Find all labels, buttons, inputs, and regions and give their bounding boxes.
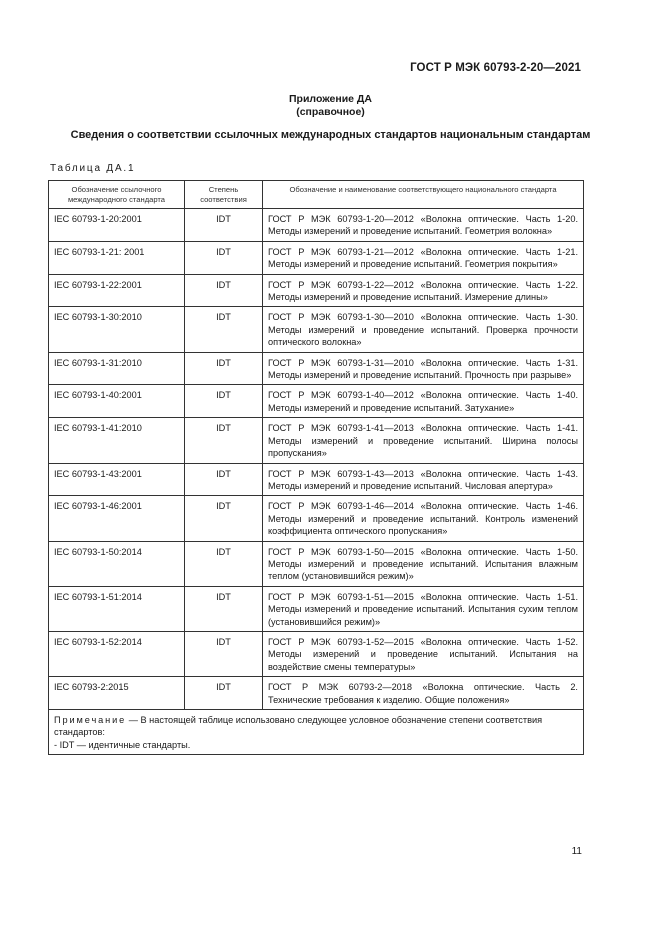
cell-international-standard: IEC 60793-1-41:2010	[49, 418, 185, 463]
cell-international-standard: IEC 60793-1-40:2001	[49, 385, 185, 418]
table-row	[49, 496, 584, 541]
cell-national-standard: ГОСТ Р МЭК 60793-1-31—2010 «Волокна оптические. Часть 1-31. Методы измерений и проведение испытаний. Прочность при разрыве»	[263, 352, 584, 385]
cell-national-standard: ГОСТ Р МЭК 60793-1-52—2015 «Волокна оптические. Часть 1-52. Методы измерений и проведение испытаний. Испытания на воздействие смены температуры»	[263, 631, 584, 676]
cell-degree: IDT	[185, 541, 263, 586]
note-item: - IDT — идентичные стандарты.	[54, 739, 191, 750]
cell-degree: IDT	[185, 307, 263, 352]
cell-international-standard: IEC 60793-1-21: 2001	[49, 241, 185, 274]
cell-international-standard: IEC 60793-1-51:2014	[49, 586, 185, 631]
cell-degree: IDT	[185, 496, 263, 541]
cell-degree: IDT	[185, 418, 263, 463]
table-row	[49, 677, 584, 710]
cell-international-standard: IEC 60793-1-52:2014	[49, 631, 185, 676]
header-national-standard: Обозначение и наименование соответствующего национального стандарта	[263, 181, 584, 209]
table-note-row	[49, 710, 584, 755]
cell-international-standard: IEC 60793-2:2015	[49, 677, 185, 710]
annex-subtitle: (справочное)	[296, 105, 365, 118]
cell-degree: IDT	[185, 586, 263, 631]
cell-national-standard: ГОСТ Р МЭК 60793-1-51—2015 «Волокна оптические. Часть 1-51. Методы измерений и проведение испытаний. Испытания сухим теплом (установившийся режим)»	[263, 586, 584, 631]
page-number: 11	[571, 846, 582, 857]
cell-international-standard: IEC 60793-1-22:2001	[49, 274, 185, 307]
header-international-standard: Обозначение ссылочного международного стандарта	[49, 181, 185, 209]
cell-international-standard: IEC 60793-1-31:2010	[49, 352, 185, 385]
table-row	[49, 586, 584, 631]
cell-national-standard: ГОСТ Р МЭК 60793-1-40—2012 «Волокна оптические. Часть 1-40. Методы измерений и проведение испытаний. Затухание»	[263, 385, 584, 418]
cell-national-standard: ГОСТ Р МЭК 60793-1-46—2014 «Волокна оптические. Часть 1-46. Методы измерений и проведение испытаний. Контроль изменений коэффициента оптического пропускания»	[263, 496, 584, 541]
table-row	[49, 631, 584, 676]
cell-national-standard: ГОСТ Р МЭК 60793-1-20—2012 «Волокна оптические. Часть 1-20. Методы измерений и проведение испытаний. Геометрия волокна»	[263, 209, 584, 242]
cell-degree: IDT	[185, 209, 263, 242]
cell-degree: IDT	[185, 463, 263, 496]
table-row	[49, 541, 584, 586]
standards-table	[48, 180, 584, 755]
table-caption: Таблица ДА.1	[50, 163, 136, 174]
cell-international-standard: IEC 60793-1-43:2001	[49, 463, 185, 496]
cell-degree: IDT	[185, 352, 263, 385]
note-text: — В настоящей таблице использовано следующее условное обозначение степени соответствия стандартов:	[54, 715, 543, 738]
header-degree: Степень соответствия	[185, 181, 263, 209]
document-id: ГОСТ Р МЭК 60793-2-20—2021	[410, 62, 581, 74]
table-row	[49, 274, 584, 307]
table-row	[49, 385, 584, 418]
cell-national-standard: ГОСТ Р МЭК 60793-1-21—2012 «Волокна оптические. Часть 1-21. Методы измерений и проведение испытаний. Геометрия покрытия»	[263, 241, 584, 274]
table-row	[49, 418, 584, 463]
cell-international-standard: IEC 60793-1-50:2014	[49, 541, 185, 586]
cell-degree: IDT	[185, 274, 263, 307]
annex-title: Приложение ДА	[289, 93, 372, 105]
table-row	[49, 463, 584, 496]
table-header-row	[49, 181, 584, 209]
cell-national-standard: ГОСТ Р МЭК 60793-1-50—2015 «Волокна оптические. Часть 1-50. Методы измерений и проведение испытаний. Испытания влажным теплом (установившийся режим)»	[263, 541, 584, 586]
cell-international-standard: IEC 60793-1-46:2001	[49, 496, 185, 541]
table-row	[49, 241, 584, 274]
cell-degree: IDT	[185, 631, 263, 676]
table-row	[49, 307, 584, 352]
cell-international-standard: IEC 60793-1-20:2001	[49, 209, 185, 242]
cell-national-standard: ГОСТ Р МЭК 60793-1-22—2012 «Волокна оптические. Часть 1-22. Методы измерений и проведение испытаний. Измерение длины»	[263, 274, 584, 307]
cell-national-standard: ГОСТ Р МЭК 60793-1-41—2013 «Волокна оптические. Часть 1-41. Методы измерений и проведение испытаний. Ширина полосы пропускания»	[263, 418, 584, 463]
cell-national-standard: ГОСТ Р МЭК 60793-2—2018 «Волокна оптические. Часть 2. Технические требования к изделию. Общие положения»	[263, 677, 584, 710]
cell-degree: IDT	[185, 385, 263, 418]
cell-national-standard: ГОСТ Р МЭК 60793-1-30—2010 «Волокна оптические. Часть 1-30. Методы измерений и проведение испытаний. Проверка прочности оптического волокна»	[263, 307, 584, 352]
table-note	[49, 710, 584, 755]
annex-heading	[0, 93, 661, 118]
table-row	[49, 352, 584, 385]
cell-international-standard: IEC 60793-1-30:2010	[49, 307, 185, 352]
cell-degree: IDT	[185, 677, 263, 710]
note-label: Примечание	[54, 715, 127, 725]
cell-national-standard: ГОСТ Р МЭК 60793-1-43—2013 «Волокна оптические. Часть 1-43. Методы измерений и проведение испытаний. Числовая апертура»	[263, 463, 584, 496]
table-row	[49, 209, 584, 242]
cell-degree: IDT	[185, 241, 263, 274]
section-title: Сведения о соответствии ссылочных международных стандартов национальным стандартам	[70, 129, 591, 141]
